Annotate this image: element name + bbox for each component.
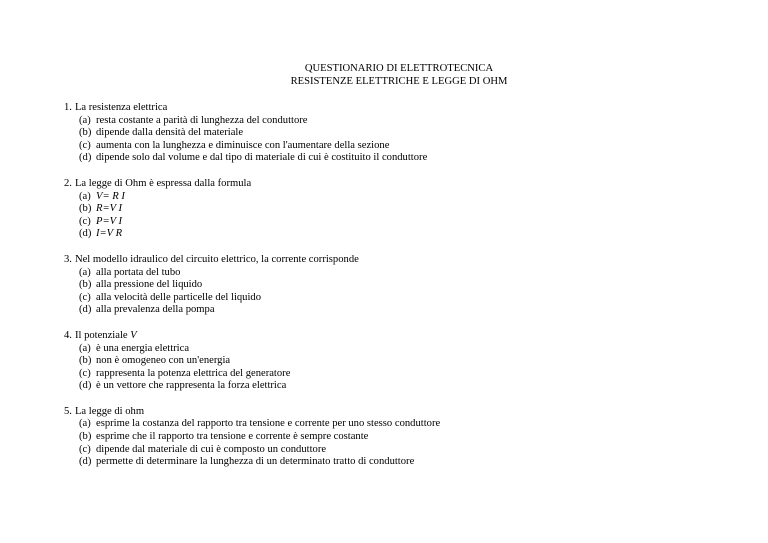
answer-option bbox=[64, 267, 744, 280]
answer-text: aumenta con la lunghezza e diminuisce con l'aumentare della sezione bbox=[96, 139, 390, 151]
answer-option bbox=[64, 127, 744, 140]
question-number: 1. bbox=[64, 102, 72, 113]
answer-option bbox=[64, 418, 744, 431]
answer-option bbox=[64, 216, 744, 229]
answer-option bbox=[64, 203, 744, 216]
answer-letter: (a) bbox=[79, 266, 91, 278]
answer-option bbox=[64, 228, 744, 241]
question-number: 2. bbox=[64, 177, 72, 189]
answer-letter: (c) bbox=[79, 443, 91, 455]
answer-text: alla prevalenza della pompa bbox=[96, 304, 215, 316]
answer-list bbox=[64, 418, 744, 468]
answer-option bbox=[64, 152, 744, 165]
answer-text: alla pressione del liquido bbox=[96, 279, 203, 291]
answer-list bbox=[64, 267, 744, 317]
question-5 bbox=[64, 406, 744, 469]
answer-letter: (c) bbox=[79, 291, 91, 303]
question-title bbox=[64, 102, 744, 115]
answer-option bbox=[64, 431, 744, 444]
answer-text: non è omogeneo con un'energia bbox=[96, 355, 231, 367]
answer-option bbox=[64, 140, 744, 153]
title-line-2: RESISTENZE ELETTRICHE E LEGGE DI OHM bbox=[290, 75, 508, 87]
answer-formula: I=V R bbox=[96, 228, 123, 240]
answer-option bbox=[64, 279, 744, 292]
answer-letter: (a) bbox=[79, 190, 91, 202]
answer-option bbox=[64, 115, 744, 128]
answer-letter: (d) bbox=[79, 456, 92, 468]
title-line-1: QUESTIONARIO DI ELETTROTECNICA bbox=[304, 63, 494, 74]
question-number: 4. bbox=[64, 329, 72, 341]
answer-letter: (c) bbox=[79, 139, 91, 151]
answer-letter: (c) bbox=[79, 215, 91, 227]
question-4 bbox=[64, 330, 744, 393]
question-3 bbox=[64, 254, 744, 317]
answer-text: dipende solo dal volume e dal tipo di materiale di cui è costituito il conduttore bbox=[96, 152, 428, 164]
answer-letter: (a) bbox=[79, 418, 91, 430]
answer-option bbox=[64, 292, 744, 305]
answer-text: dipende dalla densità del materiale bbox=[96, 127, 244, 139]
answer-text: permette di determinare la lunghezza di un determinato tratto di conduttore bbox=[96, 456, 415, 468]
answer-text: esprime la costanza del rapporto tra tensione e corrente per uno stesso conduttore bbox=[96, 418, 441, 430]
answer-formula: R=V I bbox=[96, 203, 123, 215]
answer-letter: (d) bbox=[79, 152, 92, 164]
answer-text: resta costante a parità di lunghezza del conduttore bbox=[96, 114, 308, 126]
answer-formula: P=V I bbox=[96, 215, 123, 227]
answer-letter: (c) bbox=[79, 367, 91, 379]
answer-text: è un vettore che rappresenta la forza elettrica bbox=[96, 380, 287, 392]
answer-text: dipende dal materiale di cui è composto un conduttore bbox=[96, 443, 327, 455]
answer-letter: (d) bbox=[79, 304, 92, 316]
answer-text: alla portata del tubo bbox=[96, 266, 181, 278]
answer-letter: (b) bbox=[79, 203, 92, 215]
answer-text: alla velocità delle particelle del liquido bbox=[96, 291, 262, 303]
answer-option bbox=[64, 191, 744, 204]
answer-option bbox=[64, 355, 744, 368]
question-text: La legge di Ohm è espressa dalla formula bbox=[74, 177, 252, 189]
answer-letter: (b) bbox=[79, 355, 92, 367]
answer-letter: (a) bbox=[79, 342, 91, 354]
answer-text: esprime che il rapporto tra tensione e corrente è sempre costante bbox=[96, 431, 369, 443]
answer-option bbox=[64, 444, 744, 457]
question-text: Il potenziale bbox=[74, 329, 128, 341]
question-text: La legge di ohm bbox=[74, 405, 145, 417]
question-variable: V bbox=[130, 329, 137, 341]
question-text: Nel modello idraulico del circuito elettrico, la corrente corrisponde bbox=[74, 253, 359, 265]
answer-letter: (b) bbox=[79, 431, 92, 443]
document-header bbox=[0, 63, 768, 88]
answer-option bbox=[64, 368, 744, 381]
question-title bbox=[64, 254, 744, 267]
answer-option bbox=[64, 380, 744, 393]
answer-option bbox=[64, 343, 744, 356]
answer-option bbox=[64, 304, 744, 317]
answer-text: rappresenta la potenza elettrica del generatore bbox=[96, 367, 291, 379]
answer-letter: (d) bbox=[79, 228, 92, 240]
question-number: 3. bbox=[64, 253, 72, 265]
answer-letter: (a) bbox=[79, 114, 91, 126]
question-text: La resistenza elettrica bbox=[74, 102, 168, 113]
question-title bbox=[64, 330, 744, 343]
answer-option bbox=[64, 456, 744, 469]
question-list bbox=[64, 102, 744, 482]
answer-text: è una energia elettrica bbox=[96, 342, 190, 354]
question-number: 5. bbox=[64, 405, 72, 417]
question-title bbox=[64, 178, 744, 191]
answer-letter: (b) bbox=[79, 279, 92, 291]
answer-list bbox=[64, 343, 744, 393]
question-2 bbox=[64, 178, 744, 241]
answer-list bbox=[64, 115, 744, 165]
question-1 bbox=[64, 102, 744, 165]
answer-list bbox=[64, 191, 744, 241]
answer-letter: (b) bbox=[79, 127, 92, 139]
answer-letter: (d) bbox=[79, 380, 92, 392]
question-title bbox=[64, 406, 744, 419]
answer-formula: V= R I bbox=[96, 190, 125, 202]
